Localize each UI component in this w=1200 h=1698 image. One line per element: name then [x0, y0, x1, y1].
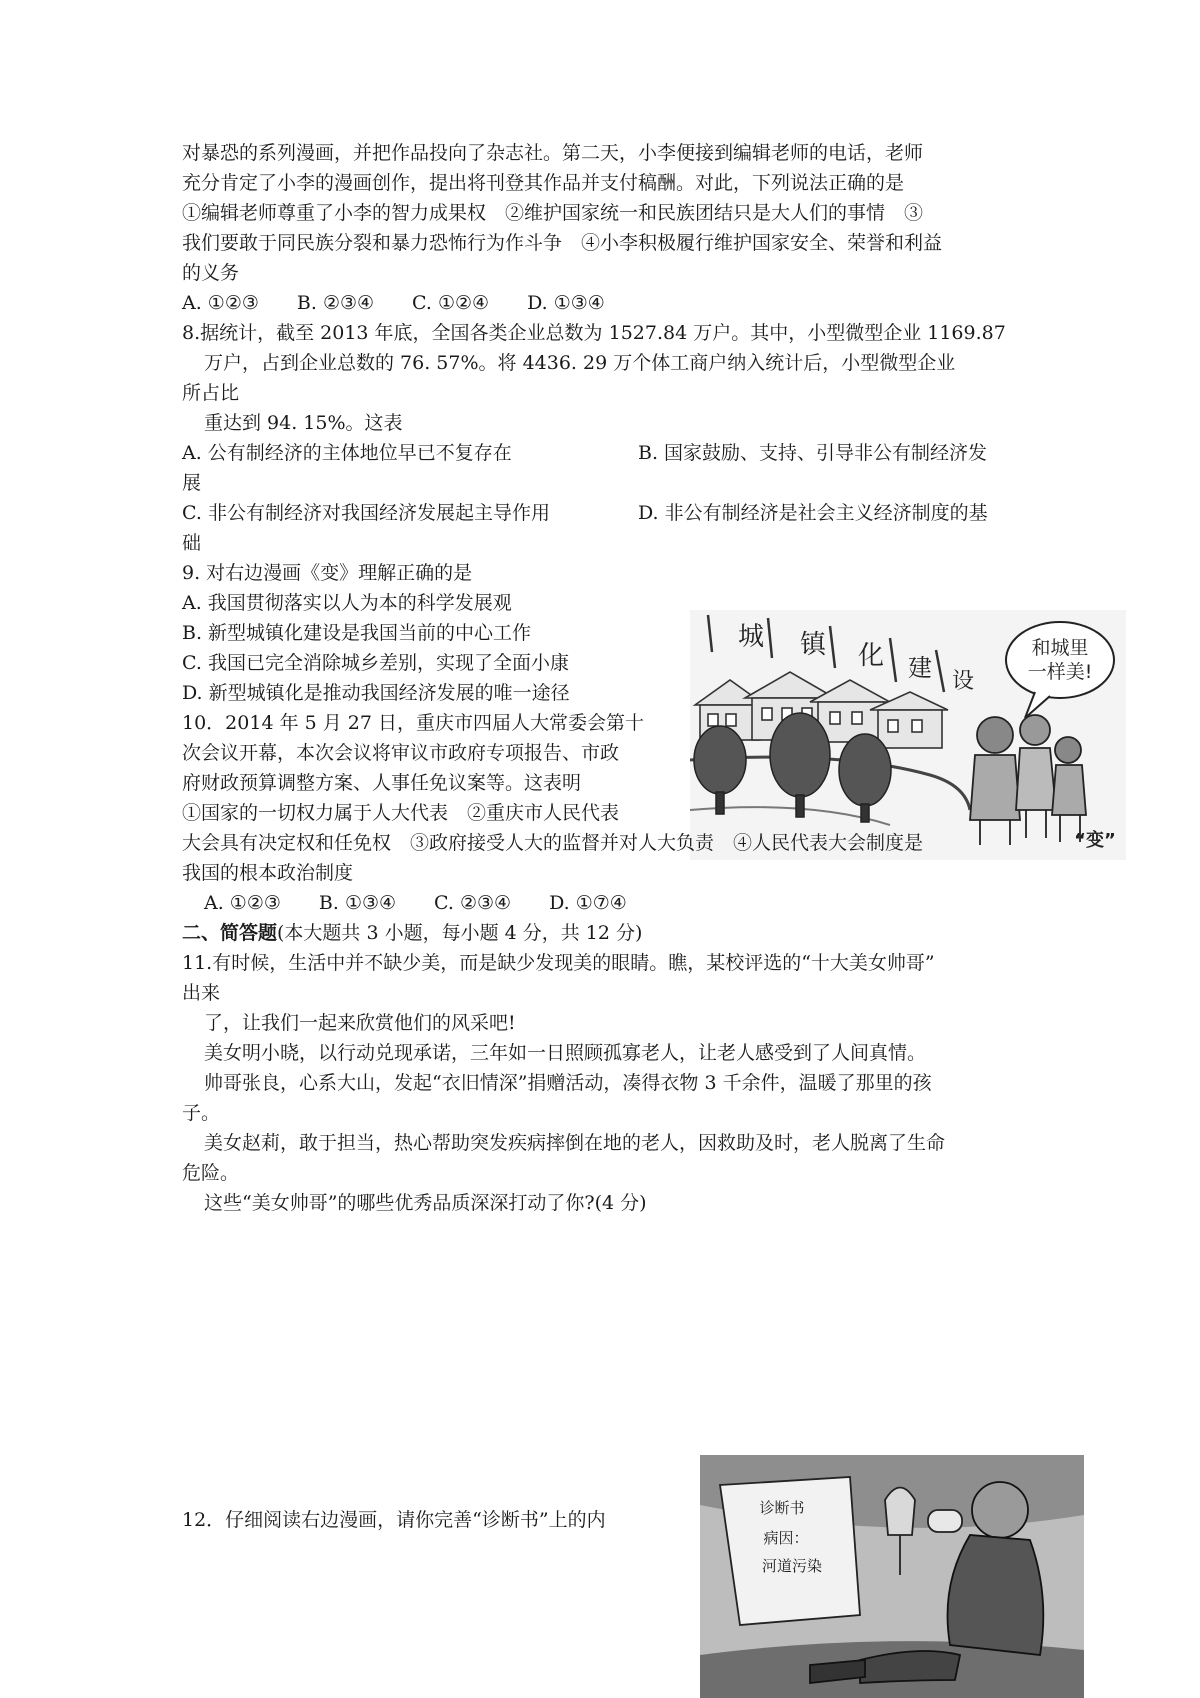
q8-option-a: A. 公有制经济的主体地位早已不复存在: [182, 442, 512, 464]
q7-line-4: 我们要敢于同民族分裂和暴力恐怖行为作斗争 ④小李积极履行维护国家安全、荣誉和利益: [182, 232, 943, 254]
q11-line-8: 危险。: [182, 1162, 240, 1184]
q10-line-5: 大会具有决定权和任免权 ③政府接受人大的监督并对人大负责 ④人民代表大会制度是: [182, 832, 924, 854]
q11-line-9: 这些“美女帅哥”的哪些优秀品质深深打动了你?(4 分): [204, 1192, 647, 1214]
section-2-title: 二、简答题: [182, 922, 278, 944]
q8-option-d-wrap: 础: [182, 532, 202, 554]
q8-line-3: 所占比: [182, 382, 240, 404]
bubble-text-2: 一样美!: [1027, 661, 1093, 683]
q7-line-3: ①编辑老师尊重了小李的智力成果权 ②维护国家统一和民族团结只是大人们的事情 ③: [182, 202, 924, 224]
q8-option-b-wrap: 展: [182, 472, 202, 494]
bubble-text-1: 和城里: [1031, 637, 1089, 659]
q8-line-1: 8.据统计，截至 2013 年底，全国各类企业总数为 1527.84 万户。其中，小型微型企业 1169.87: [182, 322, 1006, 344]
q11-line-7: 美女赵莉，敢于担当，热心帮助突发疾病摔倒在地的老人，因救助及时，老人脱离了生命: [204, 1132, 946, 1154]
q10-line-2: 次会议开幕，本次会议将审议市政府专项报告、市政: [182, 742, 620, 764]
banner-char-4: 建: [908, 654, 932, 682]
q9-stem: 9. 对右边漫画《变》理解正确的是: [182, 562, 473, 584]
q12-line-1: 12．仔细阅读右边漫画，请你完善“诊断书”上的内: [182, 1509, 606, 1531]
section-2-heading: [182, 921, 642, 945]
cartoon-diagnosis: [700, 1455, 1084, 1698]
cartoon-bian: [690, 610, 1126, 860]
q9-option-a: A. 我国贯彻落实以人为本的科学发展观: [182, 592, 512, 614]
q11-line-1: 11.有时候，生活中并不缺少美，而是缺少发现美的眼睛。瞧，某校评选的“十大美女帅哥”: [182, 952, 935, 974]
q8-option-c: C. 非公有制经济对我国经济发展起主导作用: [182, 502, 550, 524]
diagnosis-cause: 病因：: [763, 1529, 809, 1547]
q11-line-3: 了，让我们一起来欣赏他们的风采吧!: [204, 1012, 516, 1034]
q9-option-b: B. 新型城镇化建设是我国当前的中心工作: [182, 622, 532, 644]
q9-option-d: D. 新型城镇化是推动我国经济发展的唯一途径: [182, 682, 570, 704]
q11-line-2: 出来: [182, 982, 221, 1004]
q7-line-1: 对暴恐的系列漫画，并把作品投向了杂志社。第二天，小李便接到编辑老师的电话，老师: [182, 142, 924, 164]
q7-options: A. ①②③ B. ②③④ C. ①②④ D. ①③④: [182, 292, 605, 314]
diagnosis-title: 诊断书: [759, 1499, 805, 1517]
q10-line-4: ①国家的一切权力属于人大代表 ②重庆市人民代表: [182, 802, 620, 824]
q9-option-c: C. 我国已完全消除城乡差别，实现了全面小康: [182, 652, 569, 674]
q10-line-1: 10．2014 年 5 月 27 日，重庆市四届人大常委会第十: [182, 712, 644, 734]
q11-line-6: 子。: [182, 1102, 221, 1124]
cartoon-caption: “变”: [1074, 830, 1116, 851]
q7-line-2: 充分肯定了小李的漫画创作，提出将刊登其作品并支付稿酬。对此，下列说法正确的是: [182, 172, 905, 194]
q8-line-2: 万户，占到企业总数的 76. 57%。将 4436. 29 万个体工商户纳入统计后，小型微型企业: [204, 352, 956, 374]
banner-char-5: 设: [952, 669, 975, 694]
banner-char-2: 镇: [800, 630, 827, 660]
banner-char-3: 化: [858, 641, 885, 671]
q8-line-4: 重达到 94. 15%。这表: [204, 412, 403, 434]
q8-option-b: B. 国家鼓励、支持、引导非公有制经济发: [638, 442, 988, 464]
q10-line-3: 府财政预算调整方案、人事任免议案等。这表明: [182, 772, 582, 794]
q7-line-5: 的义务: [182, 262, 240, 284]
q11-line-4: 美女明小晓，以行动兑现承诺，三年如一日照顾孤寡老人，让老人感受到了人间真情。: [204, 1042, 927, 1064]
q10-options: A. ①②③ B. ①③④ C. ②③④ D. ①⑦④: [204, 892, 627, 914]
q8-option-d: D. 非公有制经济是社会主义经济制度的基: [638, 502, 988, 524]
q10-line-6: 我国的根本政治制度: [182, 862, 354, 884]
diagnosis-text: 河道污染: [761, 1557, 823, 1575]
banner-char-1: 城: [738, 622, 765, 652]
q11-line-5: 帅哥张良，心系大山，发起“衣旧情深”捐赠活动，凑得衣物 3 千余件，温暖了那里的孩: [204, 1072, 932, 1094]
section-2-note: (本大题共 3 小题，每小题 4 分，共 12 分): [277, 922, 643, 944]
